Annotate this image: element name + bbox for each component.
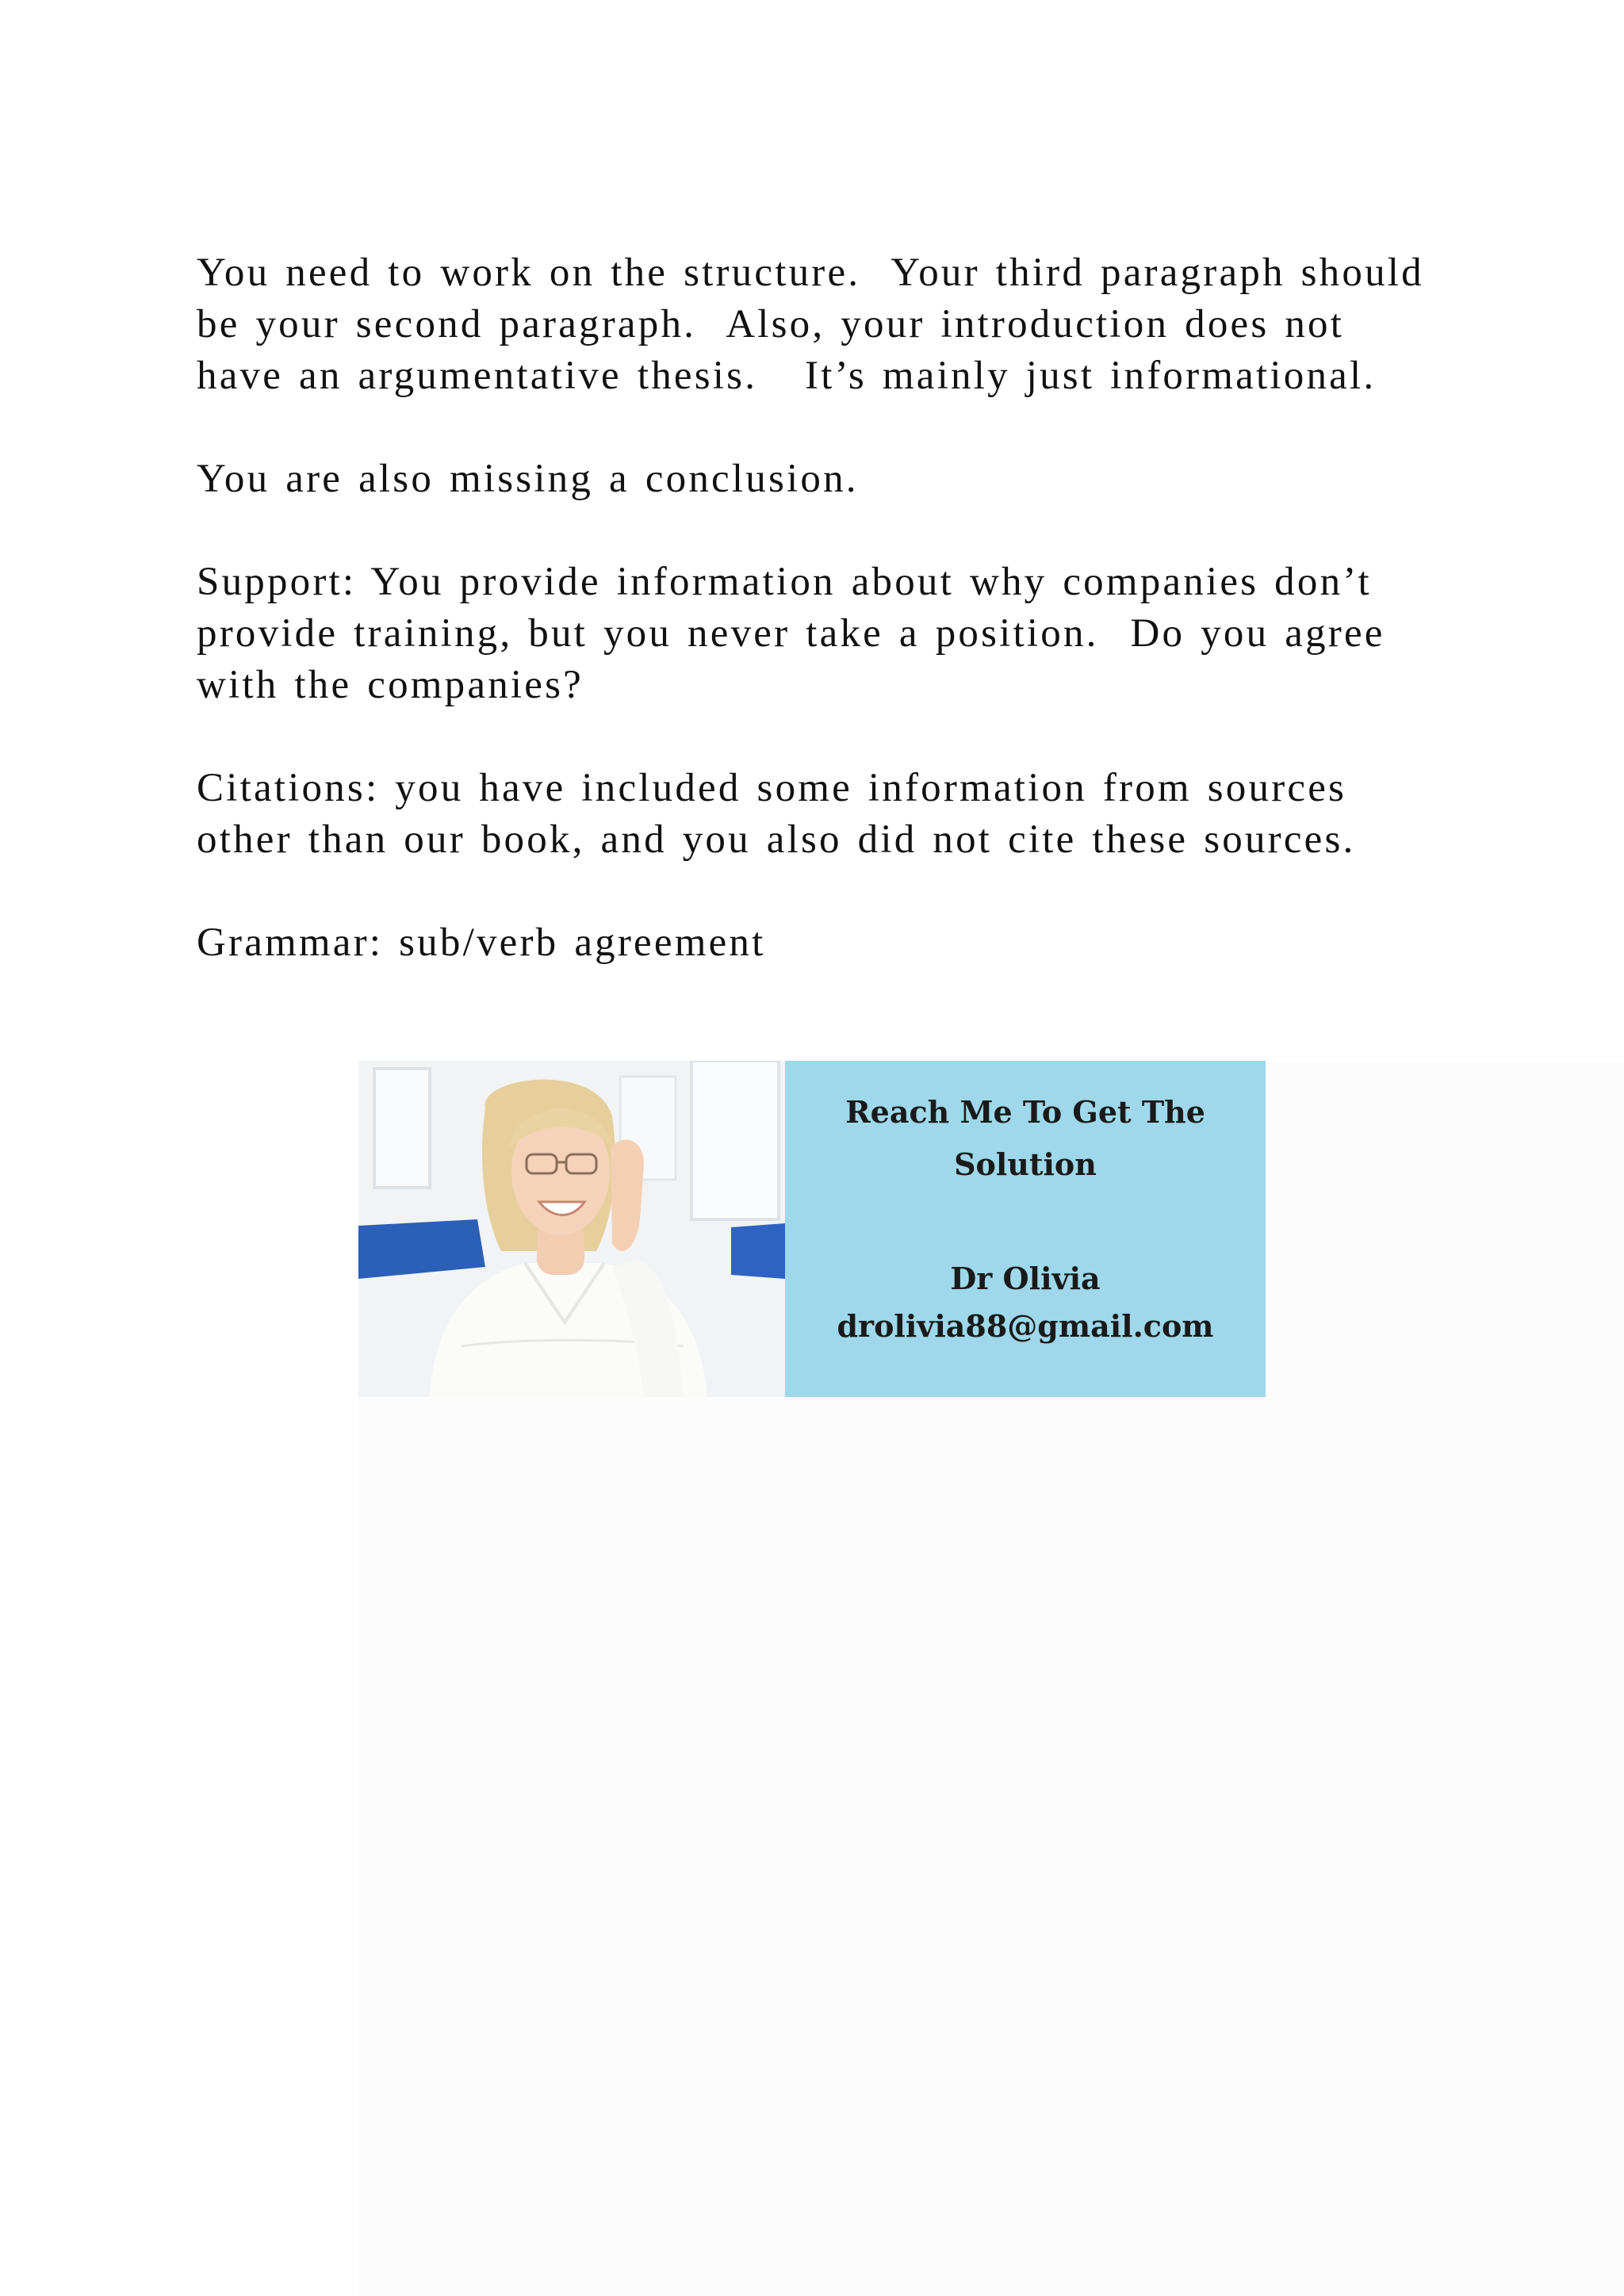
paragraph-structure	[197, 247, 1465, 402]
paragraph-grammar	[197, 917, 1465, 969]
woman-photo	[358, 1061, 785, 1397]
text-line: be your second paragraph. Also, your introduction does not	[197, 302, 1345, 346]
contact-info-panel	[785, 1061, 1266, 1397]
contact-name: Dr Olivia	[950, 1261, 1101, 1296]
cta-heading: Reach Me To Get The	[845, 1094, 1205, 1130]
paragraph-citations	[197, 763, 1465, 866]
text-line: You are also missing a conclusion.	[197, 457, 859, 501]
cta-subheading: Solution	[954, 1146, 1097, 1182]
woman-illustration	[358, 1061, 785, 1397]
text-line: Grammar: sub/verb agreement	[197, 920, 766, 965]
paragraph-support	[197, 557, 1465, 711]
text-line: have an argumentative thesis. It’s mainly just informational.	[197, 354, 1377, 398]
contact-email[interactable]: drolivia88@gmail.com	[837, 1308, 1214, 1344]
text-line: other than our book, and you also did not cite these sources.	[197, 817, 1356, 862]
text-line: Citations: you have included some information from sources	[197, 766, 1347, 810]
text-line: You need to work on the structure. Your third paragraph should	[197, 251, 1424, 295]
contact-banner[interactable]	[358, 1061, 1266, 1397]
feedback-text	[197, 247, 1465, 1020]
text-line: with the companies?	[197, 663, 584, 707]
text-line: provide training, but you never take a position. Do you agree	[197, 611, 1385, 656]
text-line: Support: You provide information about why companies don’t	[197, 560, 1372, 604]
paragraph-conclusion	[197, 453, 1465, 505]
